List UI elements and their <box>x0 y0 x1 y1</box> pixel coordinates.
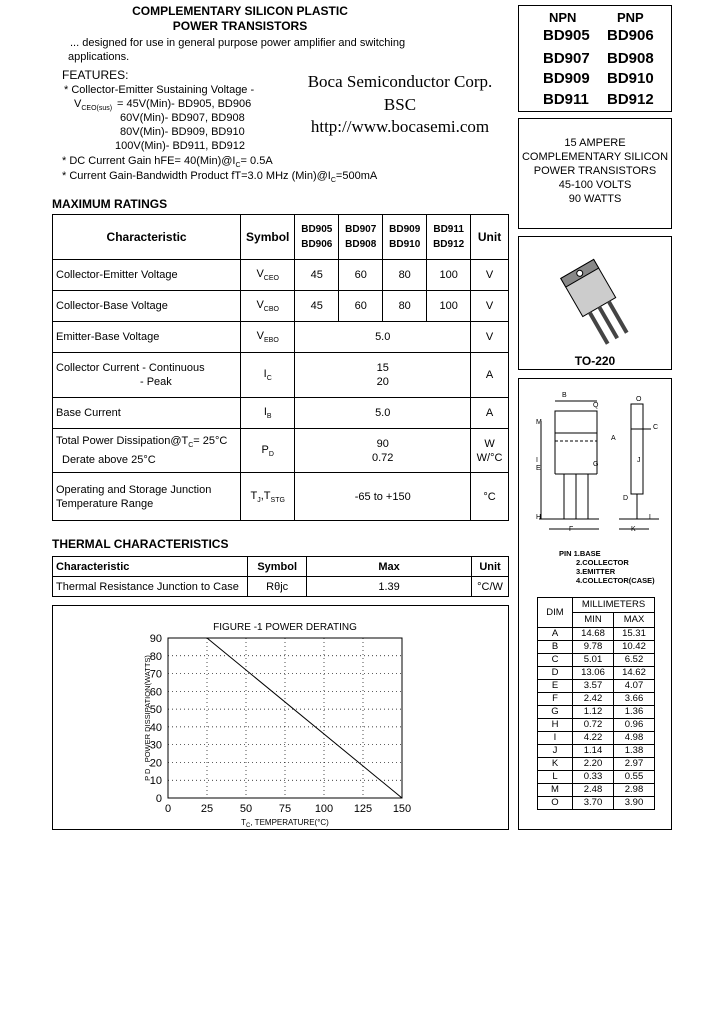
dim-row <box>538 667 655 680</box>
outline-label: F <box>569 526 574 533</box>
col-part: BD905 BD906 <box>295 215 339 260</box>
feature-hfe: * DC Current Gain $hFE= 40(Min)@I_C= 0.5A$ <box>62 155 273 169</box>
feature-vceo-symbol: $V_{CEO(sus)}$ <box>74 98 113 112</box>
derating-line <box>207 638 402 798</box>
package-box <box>518 236 672 370</box>
dim-letter: B <box>538 641 573 654</box>
dim-letter: E <box>538 680 573 693</box>
dim-max: 0.55 <box>613 771 654 784</box>
part-pnp: BD906 <box>607 27 654 44</box>
features-heading: FEATURES: <box>62 68 129 82</box>
x-tick-label: 75 <box>278 803 292 815</box>
row-symbol: $V_{CEO}$ <box>241 260 295 291</box>
row-symbol: $I_C$ <box>241 353 295 398</box>
row-value: 90 0.72 <box>295 429 471 473</box>
row-unit: °C/W <box>472 577 509 597</box>
dim-row <box>538 693 655 706</box>
table-row <box>53 429 509 473</box>
row-value: 60 <box>339 260 383 291</box>
mm-header: MILLIMETERS <box>573 598 655 613</box>
y-tick-label: 90 <box>149 633 162 645</box>
dim-letter: F <box>538 693 573 706</box>
row-characteristic: Collector Current - Continuous - Peak <box>53 353 241 398</box>
description-line-1: ... designed for use in general purpose power amplifier and switching <box>70 37 406 49</box>
dim-min: 14.68 <box>573 628 614 641</box>
col-part: BD907 BD908 <box>339 215 383 260</box>
outline-label: J <box>637 457 641 464</box>
x-tick-label: 0 <box>164 803 172 815</box>
dim-max: 4.07 <box>613 680 654 693</box>
dim-letter: H <box>538 719 573 732</box>
dim-row <box>538 628 655 641</box>
part-pnp: BD910 <box>607 70 654 87</box>
dim-row <box>538 719 655 732</box>
dim-max: 10.42 <box>613 641 654 654</box>
dim-min: 3.70 <box>573 797 614 810</box>
x-axis-label: $T_C$, TEMPERATURE(°C) <box>241 818 329 829</box>
x-tick-label: 100 <box>314 803 334 815</box>
dim-min: 0.33 <box>573 771 614 784</box>
dim-max: 0.96 <box>613 719 654 732</box>
part-pnp: BD908 <box>607 50 654 67</box>
dim-max: 4.98 <box>613 732 654 745</box>
dimension-table <box>537 597 655 810</box>
row-characteristic: Thermal Resistance Junction to Case <box>53 577 248 597</box>
row-value: 45 <box>295 291 339 322</box>
col-part: BD911 BD912 <box>427 215 471 260</box>
spec-line: 90 WATTS <box>568 193 622 205</box>
col-unit: Unit <box>471 215 509 260</box>
table-row <box>53 322 509 353</box>
x-tick-label: 25 <box>200 803 214 815</box>
row-unit: A <box>471 398 509 429</box>
outline-label: D <box>623 495 629 502</box>
dim-letter: K <box>538 758 573 771</box>
dim-max: 1.38 <box>613 745 654 758</box>
dim-min: 1.14 <box>573 745 614 758</box>
row-unit: V <box>471 322 509 353</box>
dim-letter: A <box>538 628 573 641</box>
outline-label: H <box>536 514 542 521</box>
dim-max: 3.90 <box>613 797 654 810</box>
dim-row <box>538 706 655 719</box>
dim-min: 2.42 <box>573 693 614 706</box>
spec-line: POWER TRANSISTORS <box>533 165 657 177</box>
dim-row <box>538 745 655 758</box>
row-characteristic: Collector-Emitter Voltage <box>53 260 241 291</box>
outline-label: G <box>593 461 599 468</box>
row-value: 5.0 <box>295 322 471 353</box>
col-max: Max <box>307 557 472 577</box>
dim-max: 1.36 <box>613 706 654 719</box>
thermal-heading: THERMAL CHARACTERISTICS <box>52 537 229 551</box>
dim-header: DIM <box>538 598 573 628</box>
part-number-box <box>518 5 672 112</box>
row-value: 5.0 <box>295 398 471 429</box>
table-row <box>53 398 509 429</box>
outline-label: C <box>653 424 659 431</box>
row-symbol: $T_J,T_{STG}$ <box>241 473 295 521</box>
outline-label: A <box>611 435 616 442</box>
spec-line: COMPLEMENTARY SILICON <box>521 151 669 163</box>
feature-vceo-line-3: 80V(Min)- BD909, BD910 <box>120 126 245 138</box>
col-characteristic: Characteristic <box>53 557 248 577</box>
company-url[interactable]: http://www.bocasemi.com <box>310 117 490 136</box>
col-characteristic: Characteristic <box>53 215 241 260</box>
row-value: 80 <box>383 291 427 322</box>
table-row <box>53 260 509 291</box>
dim-row <box>538 680 655 693</box>
y-tick-label: 70 <box>149 668 162 681</box>
feature-ft: * Current Gain-Bandwidth Product fT=3.0 MHz $(Min)@I_C=500mA$ <box>62 170 378 184</box>
outline-label: K <box>631 526 636 533</box>
row-unit: °C <box>471 473 509 521</box>
row-value: 80 <box>383 260 427 291</box>
col-part: BD909 BD910 <box>383 215 427 260</box>
max-header: MAX <box>613 613 654 628</box>
dim-row <box>538 771 655 784</box>
dim-min: 0.72 <box>573 719 614 732</box>
row-value: 100 <box>427 291 471 322</box>
outline-label: B <box>562 392 567 399</box>
power-derating-chart <box>52 605 509 830</box>
y-axis-label: P D , POWER DISSIPATION(WATTS) <box>143 655 152 781</box>
row-characteristic: Total Power $Dissipation@T_C= 25^\circ C$ Derate above 25°C <box>53 429 241 473</box>
row-value: 15 20 <box>295 353 471 398</box>
part-npn: BD907 <box>543 50 590 67</box>
part-npn: BD905 <box>543 27 590 44</box>
row-symbol: Rθjc <box>248 577 307 597</box>
feature-vceo-intro: * Collector-Emitter Sustaining Voltage - <box>64 84 255 96</box>
pnp-label: PNP <box>617 10 644 25</box>
dim-letter: J <box>538 745 573 758</box>
pin-line: 4.COLLECTOR(CASE) <box>576 576 655 585</box>
y-tick-label: 20 <box>149 757 162 770</box>
company-abbr: BSC <box>383 95 417 114</box>
dim-max: 2.98 <box>613 784 654 797</box>
title-line-1: COMPLEMENTARY SILICON PLASTIC <box>132 4 348 18</box>
row-symbol: $P_D$ <box>241 429 295 473</box>
dim-letter: G <box>538 706 573 719</box>
row-symbol: $V_{CBO}$ <box>241 291 295 322</box>
y-tick-label: 40 <box>149 721 162 734</box>
dim-max: 15.31 <box>613 628 654 641</box>
dim-min: 1.12 <box>573 706 614 719</box>
y-tick-label: 0 <box>155 793 162 805</box>
outline-label: E <box>536 465 541 472</box>
row-characteristic: Base Current <box>53 398 241 429</box>
y-tick-label: 60 <box>149 686 162 699</box>
dim-row <box>538 758 655 771</box>
feature-vceo-line-4: 100V(Min)- BD911, BD912 <box>115 140 246 152</box>
row-symbol: $I_B$ <box>241 398 295 429</box>
row-value: 60 <box>339 291 383 322</box>
package-name: TO-220 <box>574 354 616 368</box>
dim-letter: C <box>538 654 573 667</box>
dim-letter: L <box>538 771 573 784</box>
dim-min: 4.22 <box>573 732 614 745</box>
pin-line: 2.COLLECTOR <box>576 558 629 567</box>
dim-row <box>538 641 655 654</box>
outline-label: M <box>536 419 542 426</box>
pin-line: 3.EMITTER <box>576 567 616 576</box>
col-symbol: Symbol <box>241 215 295 260</box>
row-unit: V <box>471 260 509 291</box>
row-unit: W W/°C <box>471 429 509 473</box>
dim-max: 14.62 <box>613 667 654 680</box>
thermal-table <box>52 556 509 597</box>
y-tick-label: 80 <box>149 650 162 663</box>
y-tick-label: 50 <box>149 704 162 717</box>
dim-max: 3.66 <box>613 693 654 706</box>
company-name: Boca Semiconductor Corp. <box>307 72 493 91</box>
dim-min: 2.48 <box>573 784 614 797</box>
row-characteristic: Emitter-Base Voltage <box>53 322 241 353</box>
row-value: 1.39 <box>307 577 472 597</box>
table-row <box>53 353 509 398</box>
row-unit: V <box>471 291 509 322</box>
outline-label: I <box>536 457 538 464</box>
part-npn: BD909 <box>543 70 590 87</box>
spec-line: 15 AMPERE <box>564 137 626 149</box>
dim-min: 3.57 <box>573 680 614 693</box>
pin-line: PIN 1.BASE <box>559 549 601 558</box>
min-header: MIN <box>573 613 614 628</box>
row-characteristic: Operating and Storage Junction Temperature Range <box>53 473 241 521</box>
dim-letter: O <box>538 797 573 810</box>
col-symbol: Symbol <box>248 557 307 577</box>
dim-max: 6.52 <box>613 654 654 667</box>
row-symbol: $V_{EBO}$ <box>241 322 295 353</box>
dim-row <box>538 654 655 667</box>
part-pnp: BD912 <box>607 91 654 108</box>
col-unit: Unit <box>472 557 509 577</box>
spec-box <box>518 118 672 229</box>
chart-title: FIGURE -1 POWER DERATING <box>213 622 357 633</box>
dim-letter: D <box>538 667 573 680</box>
description-line-2: applications. <box>68 51 130 63</box>
dim-min: 9.78 <box>573 641 614 654</box>
y-tick-label: 30 <box>149 739 162 752</box>
dim-min: 5.01 <box>573 654 614 667</box>
dim-min: 13.06 <box>573 667 614 680</box>
max-ratings-heading: MAXIMUM RATINGS <box>52 197 168 211</box>
outline-label: O <box>636 396 642 403</box>
row-unit: A <box>471 353 509 398</box>
table-row <box>53 577 509 597</box>
max-ratings-table <box>52 214 509 521</box>
table-row <box>53 291 509 322</box>
outline-label: Q <box>593 402 599 409</box>
feature-vceo-line-2: 60V(Min)- BD907, BD908 <box>120 112 245 124</box>
feature-vceo-line-1: = 45V(Min)- BD905, BD906 <box>117 98 252 110</box>
dim-row <box>538 784 655 797</box>
y-tick-label: 10 <box>149 775 162 788</box>
dim-row <box>538 797 655 810</box>
title-line-2: POWER TRANSISTORS <box>172 19 308 33</box>
x-tick-label: 50 <box>239 803 253 815</box>
to220-package-icon <box>539 257 649 352</box>
pin-list <box>559 549 655 585</box>
row-value: 100 <box>427 260 471 291</box>
x-tick-label: 125 <box>353 803 373 815</box>
dim-row <box>538 732 655 745</box>
dim-letter: M <box>538 784 573 797</box>
row-characteristic: Collector-Base Voltage <box>53 291 241 322</box>
part-npn: BD911 <box>543 91 589 108</box>
npn-label: NPN <box>549 10 577 25</box>
table-row <box>53 473 509 521</box>
x-tick-label: 150 <box>392 803 412 815</box>
row-value: -65 to +150 <box>295 473 471 521</box>
spec-line: 45-100 VOLTS <box>558 179 632 191</box>
dim-letter: I <box>538 732 573 745</box>
outline-box <box>518 378 672 830</box>
outline-label: L <box>649 514 653 521</box>
row-value: 45 <box>295 260 339 291</box>
dim-max: 2.97 <box>613 758 654 771</box>
dim-min: 2.20 <box>573 758 614 771</box>
